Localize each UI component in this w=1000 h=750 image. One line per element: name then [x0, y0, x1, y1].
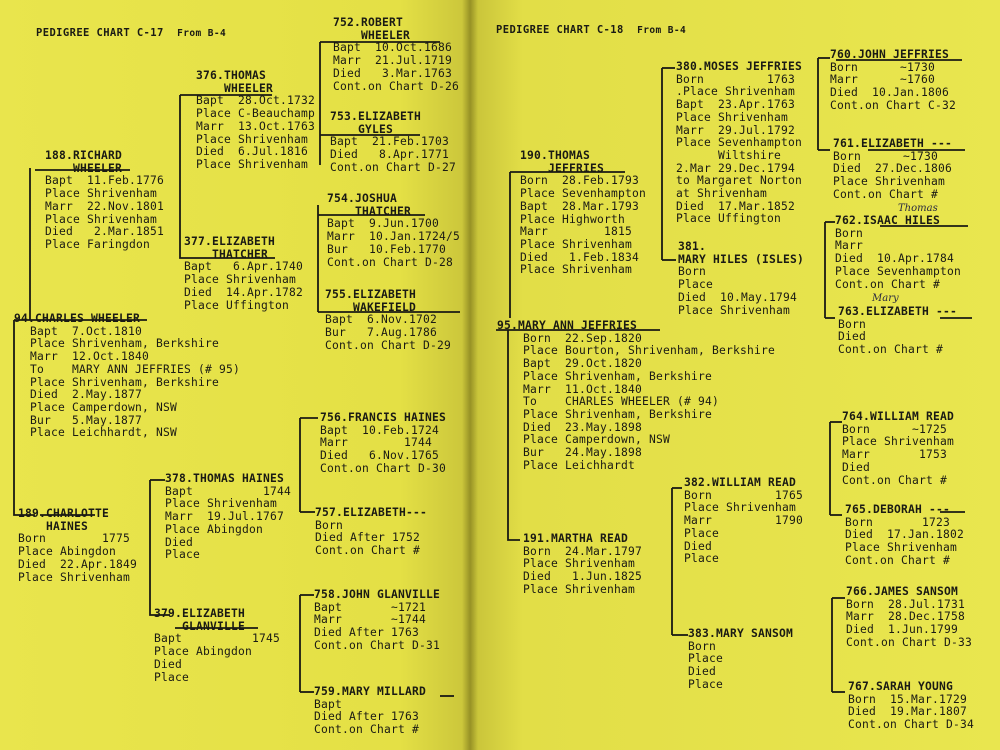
person-94: 94.CHARLES WHEELER Bapt 7.Oct.1810 Place Shrivenham, Berkshire Marr 12.Oct.1840 To MARY ANN JEFFRIES (# 95) Place Shrivenham, Berkshire Died 2.May.1877 Place Camperdown, NSW Bur 5.May.1877 Place Leichhardt, NSW [14, 312, 241, 440]
person-95: 95.MARY ANN JEFFRIES Born 22.Sep.1820 Place Bourton, Shrivenham, Berkshire Bapt 29.Oct.1820 Place Shrivenham, Berkshire Marr 11.Oct.1840 To CHARLES WHEELER (# 94) Place Shrivenham, Berkshire Died 23.May.1898 Place Camperdown, NSW Bur 24.May.1898 Place Leichhardt [497, 319, 776, 472]
person-766: 766.JAMES SANSOM Born 28.Jul.1731 Marr 28.Dec.1758 Died 1.Jun.1799 Cont.on Chart D-33 [846, 585, 973, 649]
chart-title-left: PEDIGREE CHART C-17 From B-4 [36, 27, 227, 39]
person-378: 378.THOMAS HAINES Bapt 1744 Place Shrivenham Marr 19.Jul.1767 Place Abingdon Died Place [165, 472, 292, 562]
person-376: 376.THOMAS WHEELER Bapt 28.Oct.1732 Place C-Beauchamp Marr 13.Oct.1763 Place Shrivenham Died 6.Jul.1816 Place Shrivenham [196, 69, 316, 171]
bracket-95-parents [508, 330, 520, 540]
person-382: 382.WILLIAM READ Born 1765 Place Shrivenham Marr 1790 Place Died Place [684, 476, 804, 566]
person-191: 191.MARTHA READ Born 24.Mar.1797 Place Shrivenham Died 1.Jun.1825 Place Shrivenham [523, 532, 643, 596]
person-753: 753.ELIZABETH GYLES Bapt 21.Feb.1703 Died 8.Apr.1771 Cont.on Chart D-27 [330, 110, 457, 174]
person-380: 380.MOSES JEFFRIES Born 1763 .Place Shrivenham Bapt 23.Apr.1763 Place Shrivenham Marr 29.Jul.1792 Place Sevenhampton Wiltshire 2.Mar 29.Dec.1794 to Margaret Norton at Shrivenham Died 17.Mar.1852 Place Uffington [676, 60, 803, 226]
person-383: 383.MARY SANSOM Born Place Died Place [688, 627, 794, 691]
handwritten-note-thomas: Thomas [898, 203, 938, 214]
person-377: 377.ELIZABETH THATCHER Bapt 6.Apr.1740 Place Shrivenham Died 14.Apr.1782 Place Uffington [184, 235, 304, 312]
person-379: 379.ELIZABETH GLANVILLE Bapt 1745 Place Abingdon Died Place [154, 607, 281, 684]
person-757: 757.ELIZABETH--- Born Died After 1752 Cont.on Chart # [315, 506, 428, 558]
person-763: 763.ELIZABETH --- Born Died Cont.on Chart # [838, 305, 958, 357]
person-762: 762.ISAAC HILES Born Marr Died 10.Apr.1784 Place Sevenhampton Cont.on Chart # [835, 214, 962, 291]
person-765: 765.DEBORAH --- Born 1723 Died 17.Jan.1802 Place Shrivenham Cont.on Chart # [845, 503, 965, 567]
person-759: 759.MARY MILLARD Bapt Died After 1763 Cont.on Chart # [314, 685, 427, 737]
person-381: 381. MARY HILES (ISLES) Born Place Died 10.May.1794 Place Shrivenham [678, 240, 805, 317]
person-189: 189.CHARLOTTE HAINES Born 1775 Place Abingdon Died 22.Apr.1849 Place Shrivenham [18, 507, 138, 584]
person-755: 755.ELIZABETH WAKEFIELD Bapt 6.Nov.1702 Bur 7.Aug.1786 Cont.on Chart D-29 [325, 288, 452, 352]
person-760: 760.JOHN JEFFRIES Born ~1730 Marr ~1760 Died 10.Jan.1806 Cont.on Chart C-32 [830, 48, 957, 112]
person-190: 190.THOMAS JEFFRIES Born 28.Feb.1793 Place Sevenhampton Bapt 28.Mar.1793 Place Highworth Marr 1815 Place Shrivenham Died 1.Feb.1834 Place Shrivenham [520, 149, 647, 277]
handwritten-note-mary: Mary [872, 293, 899, 304]
person-767: 767.SARAH YOUNG Born 15.Mar.1729 Died 19.Mar.1807 Cont.on Chart D-34 [848, 680, 975, 732]
person-188: 188.RICHARD WHEELER Bapt 11.Feb.1776 Place Shrivenham Marr 22.Nov.1801 Place Shrivenham Died 2.Mar.1851 Place Faringdon [45, 149, 165, 251]
person-756: 756.FRANCIS HAINES Bapt 10.Feb.1724 Marr 1744 Died 6.Nov.1765 Cont.on Chart D-30 [320, 411, 447, 475]
person-764: 764.WILLIAM READ Born ~1725 Place Shrivenham Marr 1753 Died Cont.on Chart # [842, 410, 955, 487]
person-754: 754.JOSHUA THATCHER Bapt 9.Jun.1700 Marr 10.Jan.1724/5 Bur 10.Feb.1770 Cont.on Chart D-28 [327, 192, 461, 269]
chart-title-right: PEDIGREE CHART C-18 From B-4 [496, 24, 687, 36]
person-752: 752.ROBERT WHEELER Bapt 10.Oct.1686 Marr 21.Jul.1719 Died 3.Mar.1763 Cont.on Chart D-26 [333, 16, 460, 93]
person-758: 758.JOHN GLANVILLE Bapt ~1721 Marr ~1744 Died After 1763 Cont.on Chart D-31 [314, 588, 441, 652]
person-761: 761.ELIZABETH --- Born ~1730 Died 27.Dec.1806 Place Shrivenham Cont.on Chart # [833, 137, 953, 201]
